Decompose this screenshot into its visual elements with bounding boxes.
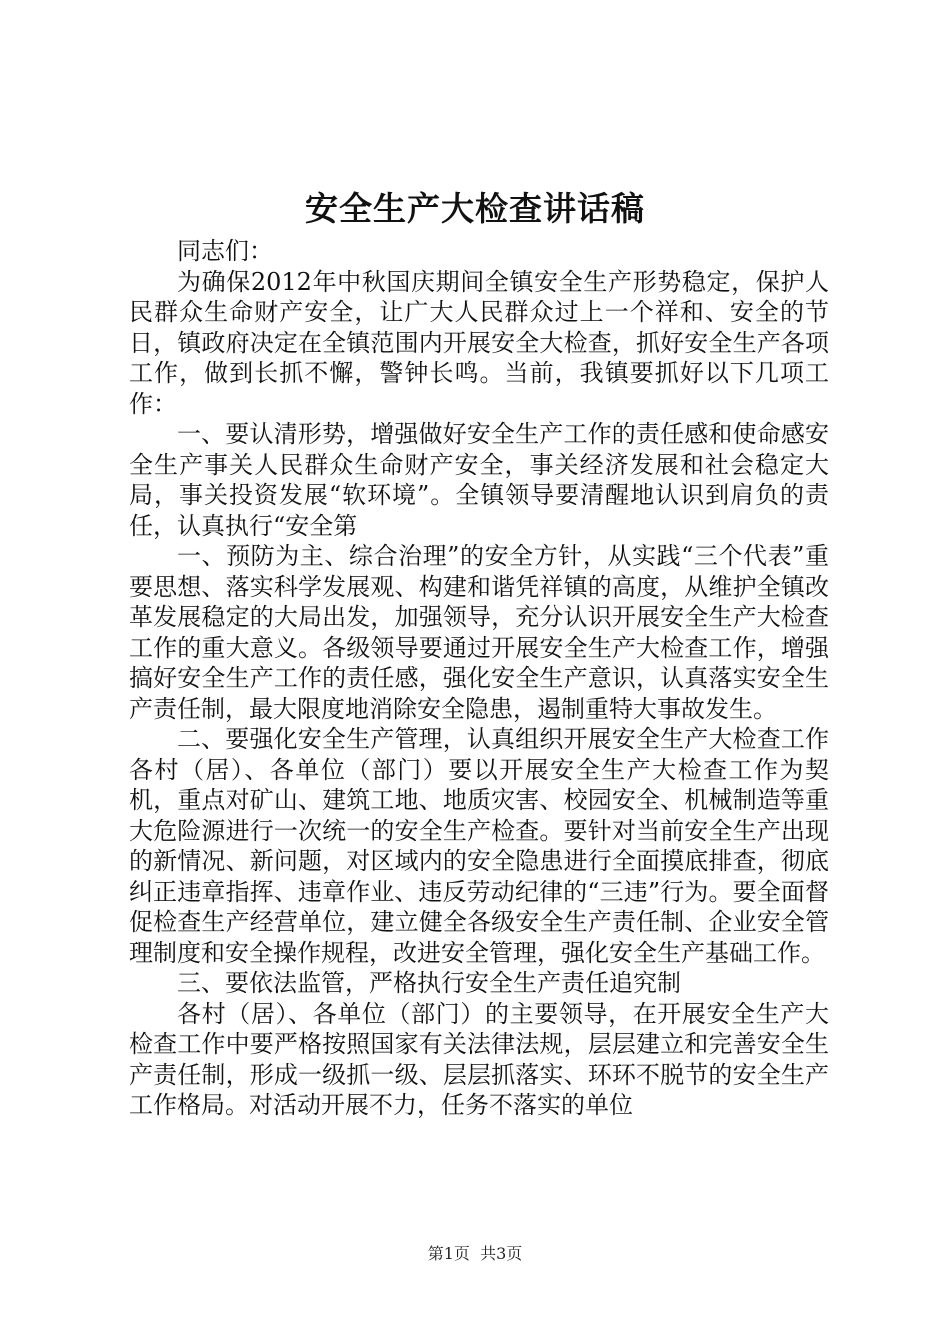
intro-paragraph: 为确保2012年中秋国庆期间全镇安全生产形势稳定，保护人民群众生命财产安全，让广大人民群众过上一个祥和、安全的节日，镇政府决定在全镇范围内开展安全大检查，抓好安全生产各项工作，做到长抓不懈，警钟长鸣。当前，我镇要抓好以下几项工作： <box>129 267 829 418</box>
section-one-continued-paragraph: 一、预防为主、综合治理”的安全方针，从实践“三个代表”重要思想、落实科学发展观、构建和谐凭祥镇的高度，从维护全镇改革发展稳定的大局出发，加强领导，充分认识开展安全生产大检查工作的重大意义。各级领导要通过开展安全生产大检查工作，增强搞好安全生产工作的责任感，强化安全生产意识，认真落实安全生产责任制，最大限度地消除安全隐患，遏制重特大事故发生。 <box>129 542 829 723</box>
section-one-paragraph: 一、要认清形势，增强做好安全生产工作的责任感和使命感安全生产事关人民群众生命财产安全，事关经济发展和社会稳定大局，事关投资发展“软环境”。全镇领导要清醒地认识到肩负的责任，认真执行“安全第 <box>129 420 829 540</box>
page-footer <box>0 1244 950 1264</box>
document-title: 安全生产大检查讲话稿 <box>305 189 645 228</box>
section-three-heading: 三、要依法监管，严格执行安全生产责任追究制 <box>177 969 681 997</box>
page-number: 第1页 共3页 <box>427 1244 523 1263</box>
section-two-paragraph: 二、要强化安全生产管理，认真组织开展安全生产大检查工作各村（居）、各单位（部门）要以开展安全生产大检查工作为契机，重点对矿山、建筑工地、地质灾害、校园安全、机械制造等重大危险源进行一次统一的安全生产检查。要针对当前安全生产出现的新情况、新问题，对区域内的安全隐患进行全面摸底排查，彻底纠正违章指挥、违章作业、违反劳动纪律的“三违”行为。要全面督促检查生产经营单位，建立健全各级安全生产责任制、企业安全管理制度和安全操作规程，改进安全管理，强化安全生产基础工作。 <box>129 725 829 967</box>
section-three-paragraph: 各村（居）、各单位（部门）的主要领导，在开展安全生产大检查工作中要严格按照国家有关法律法规，层层建立和完善安全生产责任制，形成一级抓一级、层层抓落实、环环不脱节的安全生产工作格局。对活动开展不力，任务不落实的单位 <box>129 999 829 1119</box>
document-body <box>129 236 829 1121</box>
salutation: 同志们： <box>177 237 273 265</box>
